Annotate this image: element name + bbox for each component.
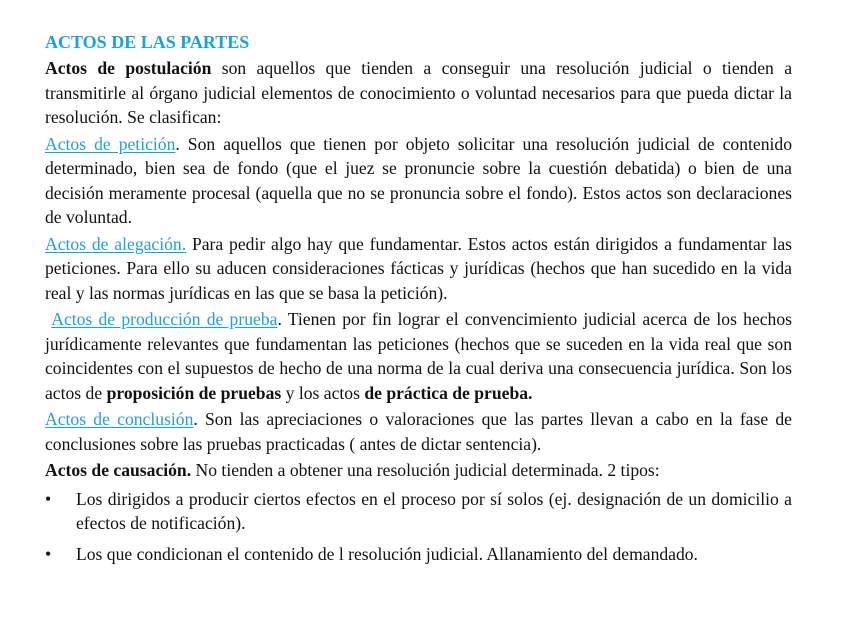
bullet-icon: • <box>45 543 52 564</box>
text-peticion: . Son aquellos que tienen por objeto solicitar una resolución judicial de contenido determinado, bien sea de fondo (que el juez se pronuncie sobre la cuestión debatida) o bien de una decisión meramente procesal (aquella que no se pronuncia sobre el fondo). Estos actos son declaraciones de voluntad. <box>45 133 792 227</box>
bold-proposicion-de-pruebas: proposición de pruebas <box>106 382 282 403</box>
text-prueba-2: y los actos <box>281 382 365 403</box>
list-item <box>45 487 792 536</box>
list-item-text: Los dirigidos a producir ciertos efectos en el proceso por sí solos (ej. designación de un domicilio a efectos de notificación). <box>76 488 792 533</box>
text-postulacion: son aquellos que tienden a conseguir una resolución judicial o tienden a transmitirle al órgano judicial elementos de conocimiento o voluntad necesarios para que pueda dictar la resolución. Se clasifican: <box>45 58 792 127</box>
paragraph-peticion <box>45 132 792 230</box>
paragraph-causacion <box>45 458 792 483</box>
text-prueba-1: . Tienen por fin lograr el convencimiento judicial acerca de los hechos jurídicamente relevantes que fundamentan las peticiones (hechos que se suceden en la vida real que son coincidentes con el supuestos de hecho de una norma de la cual deriva una consecuencia jurídica. Son los actos de <box>45 309 792 403</box>
list-item <box>45 542 792 567</box>
section-title: ACTOS DE LAS PARTES <box>45 32 250 52</box>
link-actos-de-conclusion[interactable]: Actos de conclusión <box>45 409 194 429</box>
text-causacion: No tienden a obtener una resolución judicial determinada. 2 tipos: <box>191 460 660 480</box>
term-causacion: Actos de causación. <box>45 460 192 480</box>
term-postulacion: Actos de postulación <box>45 58 212 78</box>
text-conclusion: . Son las apreciaciones o valoraciones que las partes llevan a cabo en la fase de conclusiones sobre las pruebas practicadas ( antes de dictar sentencia). <box>45 409 792 454</box>
paragraph-alegacion <box>45 232 792 306</box>
text-alegacion: Para pedir algo hay que fundamentar. Estos actos están dirigidos a fundamentar las peticiones. Para ello su aducen consideraciones fácticas y jurídicas (hechos que han sucedido en la vida real y las normas jurídicas en las que se basa la petición). <box>45 233 792 303</box>
bold-practica-de-prueba: de práctica de prueba. <box>364 382 533 403</box>
bullet-list <box>45 487 792 567</box>
list-item-text: Los que condicionan el contenido de l resolución judicial. Allanamiento del demandado. <box>76 543 698 564</box>
bullet-icon: • <box>45 488 52 509</box>
link-actos-de-alegacion[interactable]: Actos de alegación. <box>45 233 187 254</box>
paragraph-postulacion <box>45 56 792 130</box>
link-actos-de-produccion-de-prueba[interactable]: Actos de producción de prueba <box>51 309 278 329</box>
link-actos-de-peticion[interactable]: Actos de petición <box>45 133 176 154</box>
paragraph-prueba <box>45 307 792 405</box>
paragraph-conclusion <box>45 407 792 456</box>
